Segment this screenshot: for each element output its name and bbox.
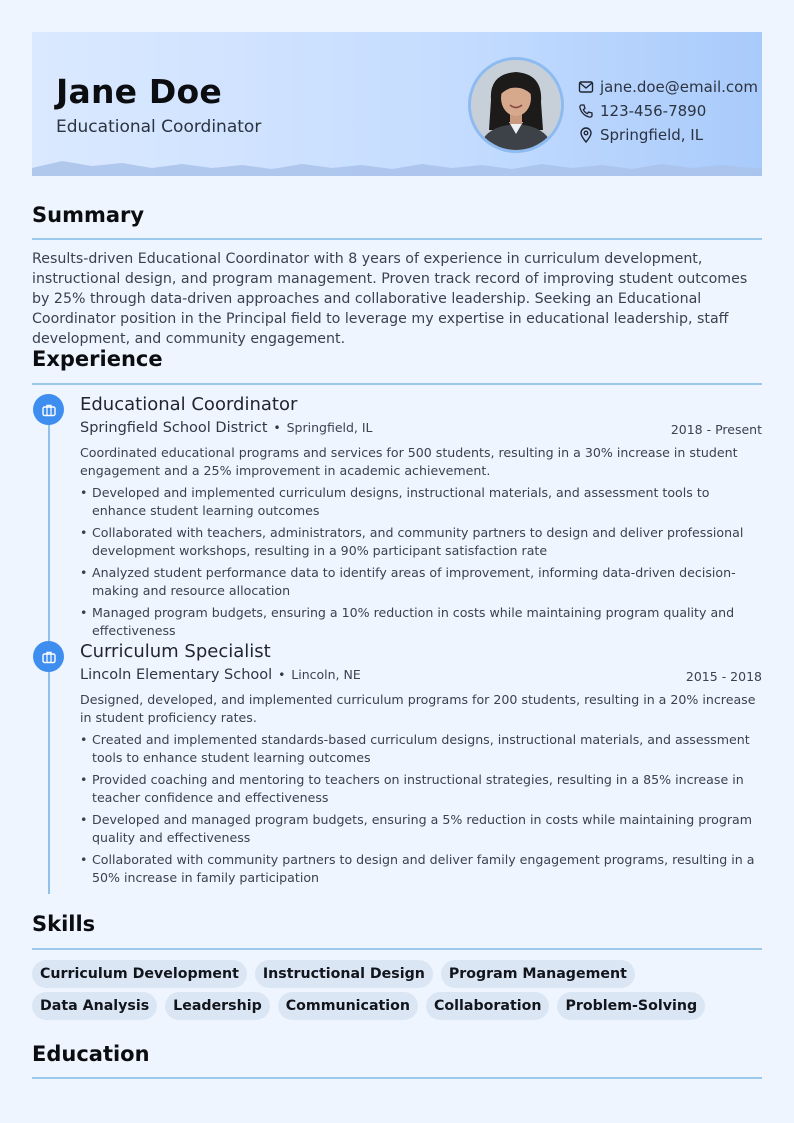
job-bullet: • Provided coaching and mentoring to teachers on instructional strategies, resulting in a 85% increase in teacher confidence and effectiveness	[80, 771, 762, 807]
contact-phone-text: 123-456-7890	[600, 102, 707, 120]
job-bullet: • Managed program budgets, ensuring a 10% reduction in costs while maintaining program quality and effectiveness	[80, 604, 762, 640]
job-title: Educational Coordinator	[80, 394, 298, 415]
job-company: Springfield School District	[80, 420, 268, 436]
summary-divider	[32, 238, 762, 240]
avatar	[468, 57, 564, 153]
job-bullets	[80, 731, 762, 887]
resume-header	[32, 32, 762, 176]
resume-page	[32, 32, 762, 1066]
job-title: Curriculum Specialist	[80, 641, 271, 662]
job-bullet: • Analyzed student performance data to identify areas of improvement, informing data-driven decision-making and resource allocation	[80, 564, 762, 600]
experience-item	[80, 394, 762, 644]
job-description: Coordinated educational programs and services for 500 students, resulting in a 30% increase in student engagement and a 25% improvement in academic achievement.	[80, 445, 738, 478]
experience-heading: Experience	[32, 347, 163, 371]
contact-list	[578, 75, 758, 147]
job-bullet: • Developed and managed program budgets, ensuring a 5% reduction in costs while maintaining program quality and effectiveness	[80, 811, 762, 847]
profile-photo-icon	[471, 60, 561, 150]
experience-divider	[32, 383, 762, 385]
phone-icon	[578, 103, 594, 119]
timeline-dot	[33, 641, 64, 672]
skill-chip: Leadership	[165, 992, 270, 1020]
location-pin-icon	[578, 127, 594, 143]
header-wave-decoration	[32, 156, 762, 176]
job-dates: 2018 - Present	[670, 422, 762, 437]
contact-email-text: jane.doe@email.com	[600, 78, 758, 96]
job-meta: Springfield School District • Springfield, IL 2018 - Present	[80, 420, 762, 437]
skill-chip: Program Management	[441, 960, 635, 988]
job-bullet: • Collaborated with teachers, administrators, and community partners to design and deliver professional development workshops, resulting in a 90% participant satisfaction rate	[80, 524, 762, 560]
job-bullet: • Collaborated with community partners to design and deliver family engagement programs, resulting in a 50% increase in family participation	[80, 851, 762, 887]
skill-chip: Instructional Design	[255, 960, 433, 988]
candidate-title: Educational Coordinator	[56, 117, 262, 137]
job-location: Springfield, IL	[286, 420, 373, 435]
job-bullets	[80, 484, 762, 640]
skill-chip: Curriculum Development	[32, 960, 247, 988]
job-meta: Lincoln Elementary School • Lincoln, NE 2015 - 2018	[80, 667, 762, 684]
contact-phone[interactable]	[578, 99, 758, 123]
job-description: Designed, developed, and implemented curriculum programs for 200 students, resulting in a 20% increase in student proficiency rates.	[80, 692, 756, 725]
experience-item	[80, 641, 762, 891]
skill-chip: Collaboration	[426, 992, 549, 1020]
skill-chip: Communication	[278, 992, 418, 1020]
job-bullet: • Created and implemented standards-based curriculum designs, instructional materials, and assessment tools to enhance student learning outcomes	[80, 731, 762, 767]
skills-heading: Skills	[32, 912, 96, 936]
job-dates: 2015 - 2018	[685, 669, 762, 684]
education-heading: Education	[32, 1042, 150, 1066]
contact-email[interactable]	[578, 75, 758, 99]
contact-location	[578, 123, 758, 147]
job-location: Lincoln, NE	[291, 667, 361, 682]
summary-heading: Summary	[32, 203, 145, 227]
job-company: Lincoln Elementary School	[80, 667, 273, 683]
skills-divider	[32, 948, 762, 950]
skills-list	[32, 960, 762, 1024]
summary-text: Results-driven Educational Coordinator with 8 years of experience in curriculum development, instructional design, and program management. Proven track record of improving student outcomes by 25% through data-driven approaches and collaborative leadership. Seeking an Educational Coordinator position in the Principal field to leverage my expertise in educational leadership, staff development, and community engagement.	[32, 251, 748, 347]
education-divider	[32, 1077, 762, 1079]
briefcase-icon	[42, 403, 56, 417]
candidate-name: Jane Doe	[56, 72, 222, 111]
briefcase-icon	[42, 650, 56, 664]
contact-location-text: Springfield, IL	[600, 126, 704, 144]
skill-chip: Problem-Solving	[557, 992, 705, 1020]
timeline-dot	[33, 394, 64, 425]
skill-chip: Data Analysis	[32, 992, 157, 1020]
job-bullet: • Developed and implemented curriculum designs, instructional materials, and assessment tools to enhance student learning outcomes	[80, 484, 762, 520]
mail-icon	[578, 79, 594, 95]
